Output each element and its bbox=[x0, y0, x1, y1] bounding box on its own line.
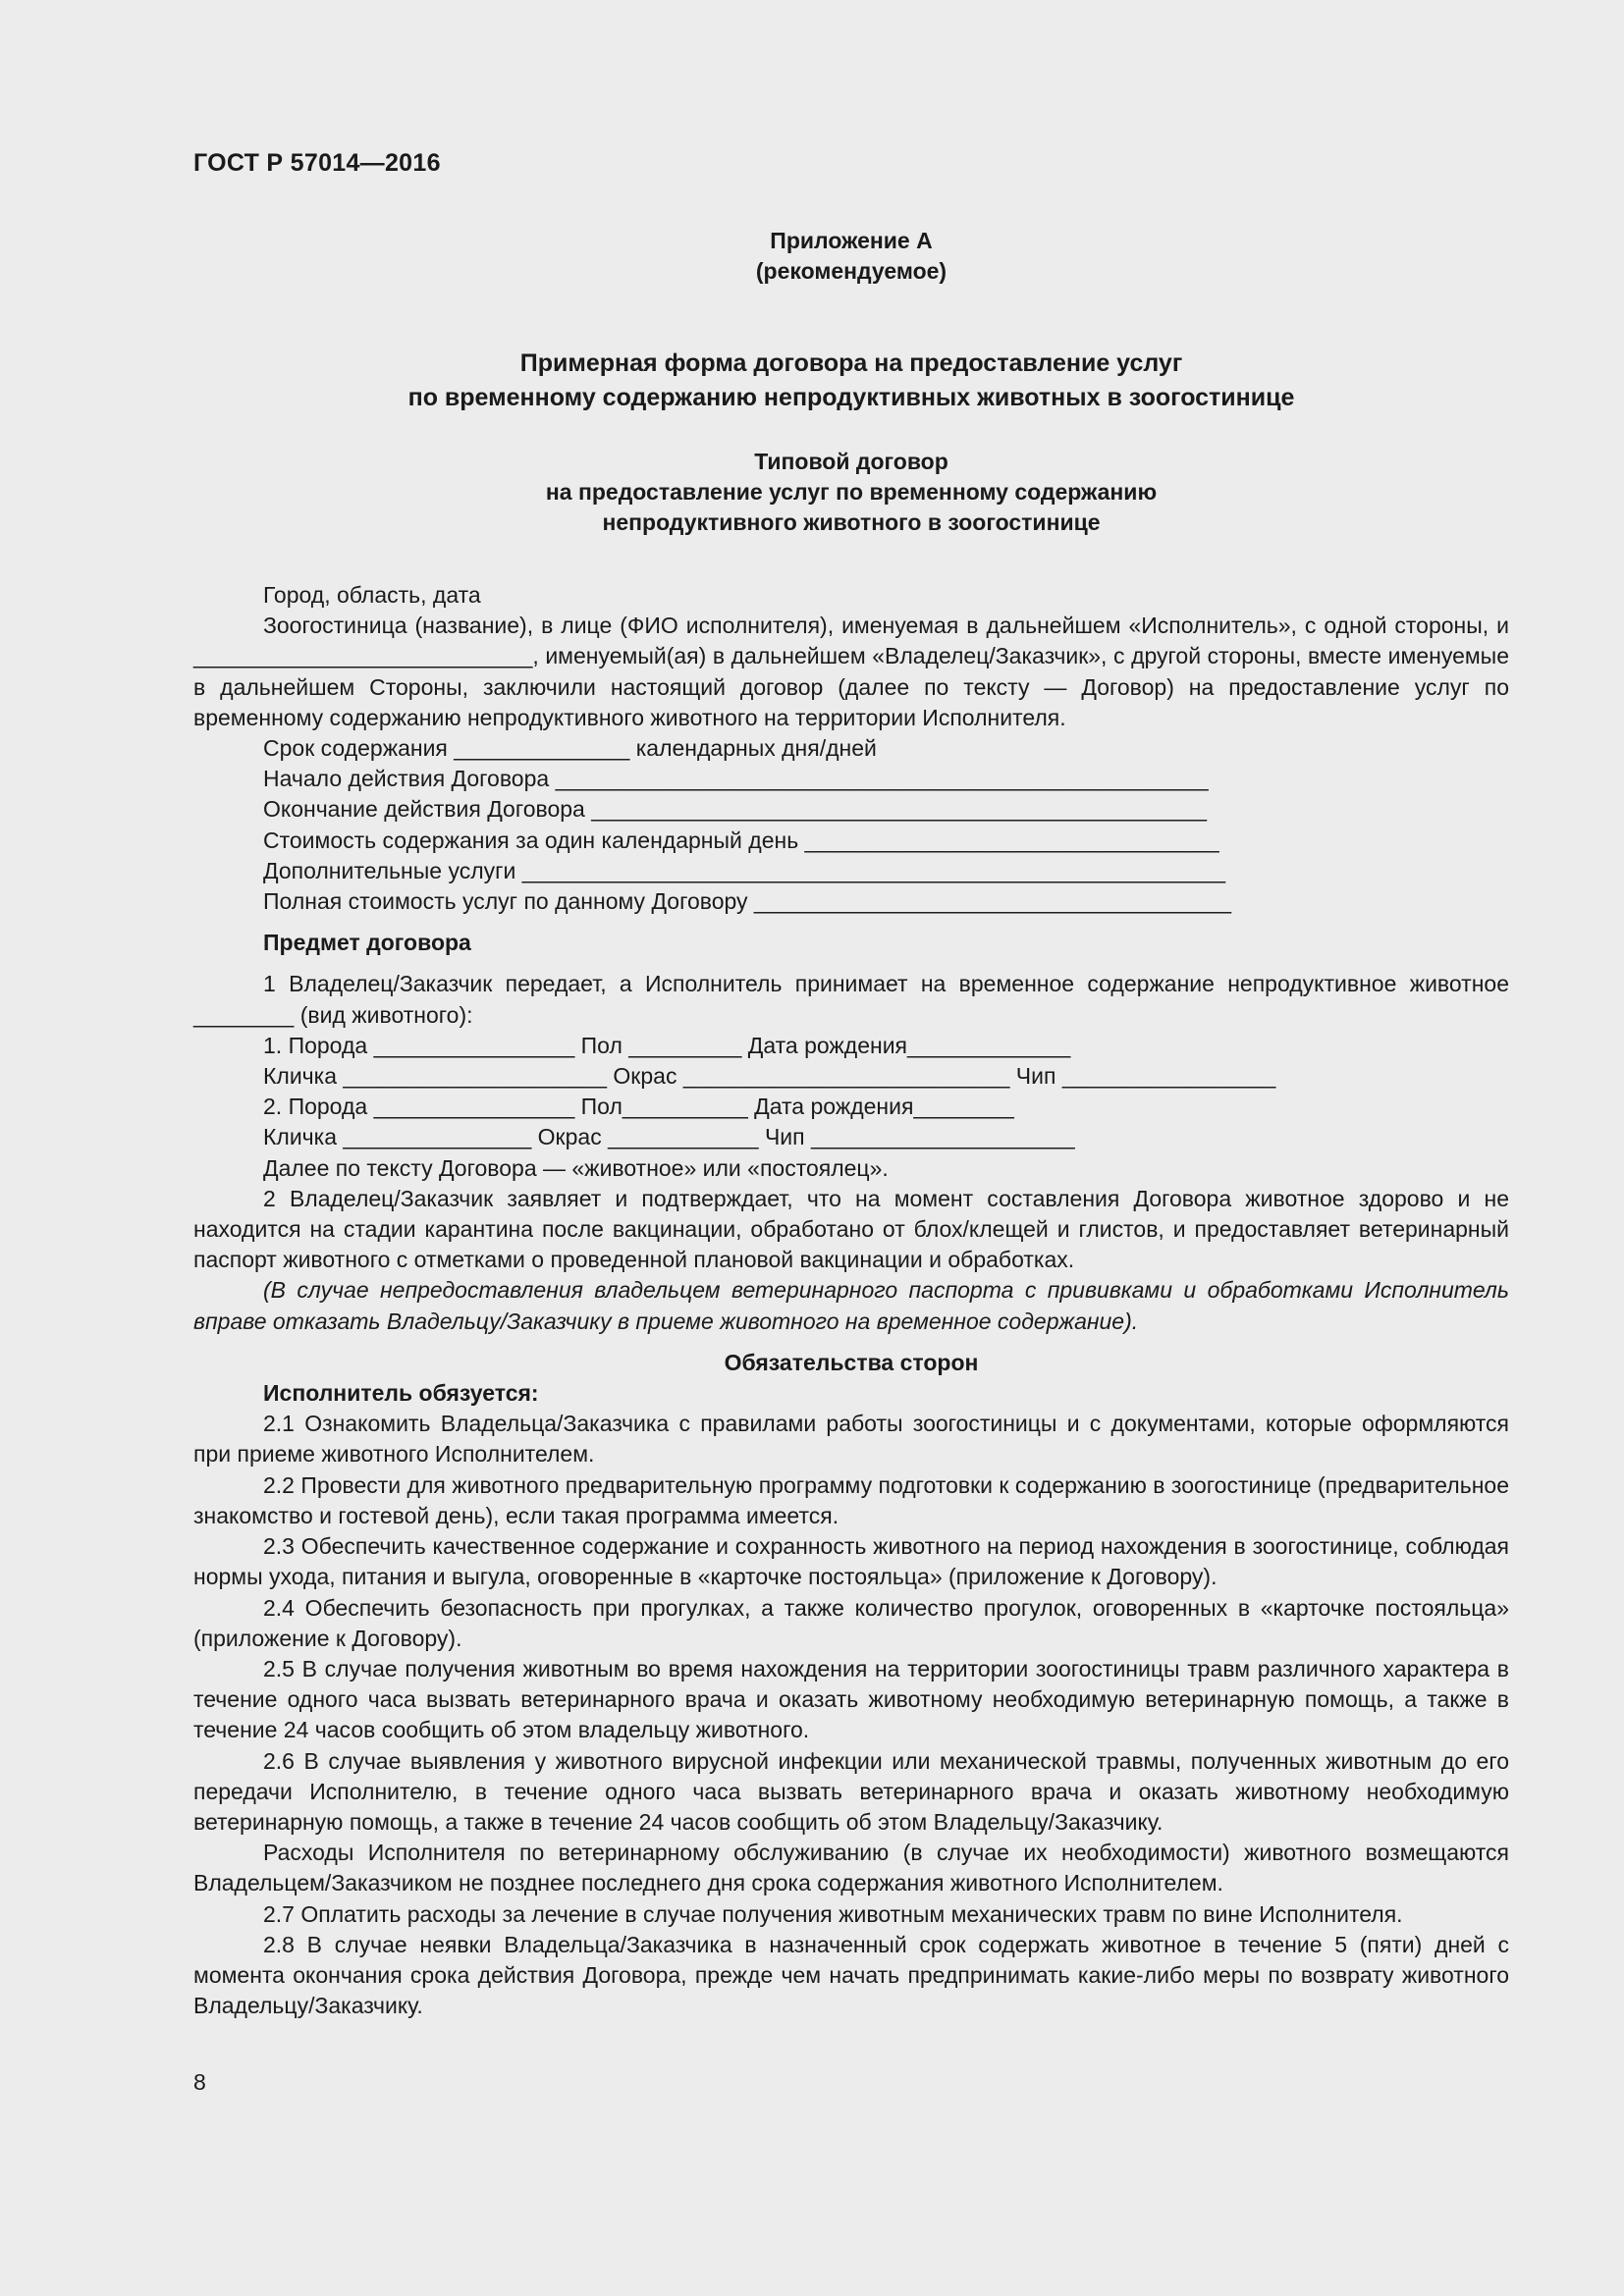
title-line-1: Примерная форма договора на предоставление услуг bbox=[519, 349, 1183, 377]
subtitle-line-1: Типовой договор bbox=[754, 449, 948, 474]
clause-2-4: 2.4 Обеспечить безопасность при прогулках, а также количество прогулок, оговоренных в «карточке постояльца» (приложение к Договору). bbox=[193, 1594, 1509, 1651]
city-date-line: Город, область, дата bbox=[263, 582, 481, 608]
subtitle-line-3: непродуктивного животного в зоогостинице bbox=[602, 509, 1101, 535]
executor-obligations-heading: Исполнитель обязуется: bbox=[263, 1380, 539, 1407]
clause-2-3: 2.3 Обеспечить качественное содержание и сохранность животного на период нахождения в зоогостинице, соблюдая нормы ухода, питания и выгула, оговоренные в «карточке постояльца» (приложение к Договору). bbox=[193, 1533, 1509, 1590]
animal-1-breed-line: 1. Порода ________________ Пол _________ Дата рождения_____________ bbox=[263, 1032, 1071, 1058]
obligations-heading: Обязательства сторон bbox=[724, 1349, 979, 1375]
daily-cost-field: Стоимость содержания за один календарный день _________________________________ bbox=[263, 827, 1219, 853]
document-title bbox=[193, 347, 1509, 415]
animal-1-name-line: Кличка _____________________ Окрас __________________________ Чип _________________ bbox=[263, 1063, 1276, 1090]
page-number: 8 bbox=[193, 2069, 206, 2095]
subject-clause-1: 1 Владелец/Заказчик передает, а Исполнитель принимает на временное содержание непродуктивное животное ________ (вид животного): bbox=[193, 971, 1509, 1028]
clause-2-1: 2.1 Ознакомить Владельца/Заказчика с правилами работы зоогостиницы и с документами, которые оформляются при приеме животного Исполнителем. bbox=[193, 1411, 1509, 1468]
start-date-field: Начало действия Договора ____________________________________________________ bbox=[263, 766, 1209, 792]
contract-subtitle bbox=[193, 447, 1509, 538]
appendix-name: Приложение А bbox=[770, 228, 933, 253]
extra-services-field: Дополнительные услуги ________________________________________________________ bbox=[263, 857, 1226, 883]
animal-2-name-line: Кличка _______________ Окрас ____________ Чип _____________________ bbox=[263, 1124, 1075, 1150]
appendix-kind: (рекомендуемое) bbox=[755, 258, 947, 284]
clause-2-8: 2.8 В случае неявки Владельца/Заказчика в назначенный срок содержать животное в течение 5 (пяти) дней с момента окончания срока действия Договора, прежде чем начать предпринимать какие-либо меры по возврату животного Владельцу/Заказчику. bbox=[193, 1931, 1509, 2019]
clause-2-7: 2.7 Оплатить расходы за лечение в случае получения животным механических травм по вине Исполнителя. bbox=[263, 1900, 1403, 1927]
title-line-2: по временному содержанию непродуктивных животных в зоогостинице bbox=[407, 384, 1295, 411]
subject-clause-2: 2 Владелец/Заказчик заявляет и подтверждает, что на момент составления Договора животное здорово и не находится на стадии карантина после вакцинации, обработано от блох/клещей и глистов, и предоставляет ветеринарный паспорт животного с отметками о проведенной плановой вакцинации и обработках. bbox=[193, 1185, 1509, 1273]
vet-expenses-clause: Расходы Исполнителя по ветеринарному обслуживанию (в случае их необходимости) животного возмещаются Владельцем/Заказчиком не позднее последнего дня срока содержания животного Исполнителем. bbox=[193, 1840, 1509, 1896]
term-field: Срок содержания ______________ календарных дня/дней bbox=[263, 735, 877, 762]
further-reference-line: Далее по тексту Договора — «животное» или «постоялец». bbox=[263, 1154, 889, 1181]
end-date-field: Окончание действия Договора _________________________________________________ bbox=[263, 796, 1208, 823]
clause-2-6: 2.6 В случае выявления у животного вирусной инфекции или механической травмы, полученных животным до его передачи Исполнителю, в течение одного часа вызвать ветеринарного врача и оказать животному необходимую ветеринарную помощь, а также в течение 24 часов сообщить об этом Владельцу/Заказчику. bbox=[193, 1747, 1509, 1835]
passport-note: (В случае непредоставления владельцем ветеринарного паспорта с прививками и обработками Исполнитель вправе отказать Владельцу/Заказчику в приеме животного на временное содержание). bbox=[193, 1277, 1509, 1334]
clause-2-2: 2.2 Провести для животного предварительную программу подготовки к содержанию в зоогостинице (предварительное знакомство и гостевой день), если такая программа имеется. bbox=[193, 1471, 1509, 1528]
animal-2-breed-line: 2. Порода ________________ Пол__________ Дата рождения________ bbox=[263, 1094, 1014, 1120]
subject-heading: Предмет договора bbox=[263, 930, 471, 956]
appendix-heading bbox=[193, 226, 1509, 287]
contract-body bbox=[193, 580, 1509, 2021]
total-cost-field: Полная стоимость услуг по данному Договору ______________________________________ bbox=[263, 888, 1232, 915]
clause-2-5: 2.5 В случае получения животным во время нахождения на территории зоогостиницы травм различного характера в течение одного часа вызвать ветеринарного врача и оказать животному необходимую ветеринарную помощь, а также в течение 24 часов сообщить об этом владельцу животного. bbox=[193, 1655, 1509, 1743]
document-code: ГОСТ Р 57014—2016 bbox=[193, 149, 441, 177]
subtitle-line-2: на предоставление услуг по временному содержанию bbox=[545, 479, 1158, 505]
contract-intro: Зоогостиница (название), в лице (ФИО исполнителя), именуемая в дальнейшем «Исполнитель», с одной стороны, и ___________________________, именуемый(ая) в дальнейшем «Владелец/Заказчик», с другой стороны, вместе именуемые в дальнейшем Стороны, заключили настоящий договор (далее по тексту — Договор) на предоставление услуг по временному содержанию непродуктивного животного на территории Исполнителя. bbox=[193, 613, 1509, 730]
